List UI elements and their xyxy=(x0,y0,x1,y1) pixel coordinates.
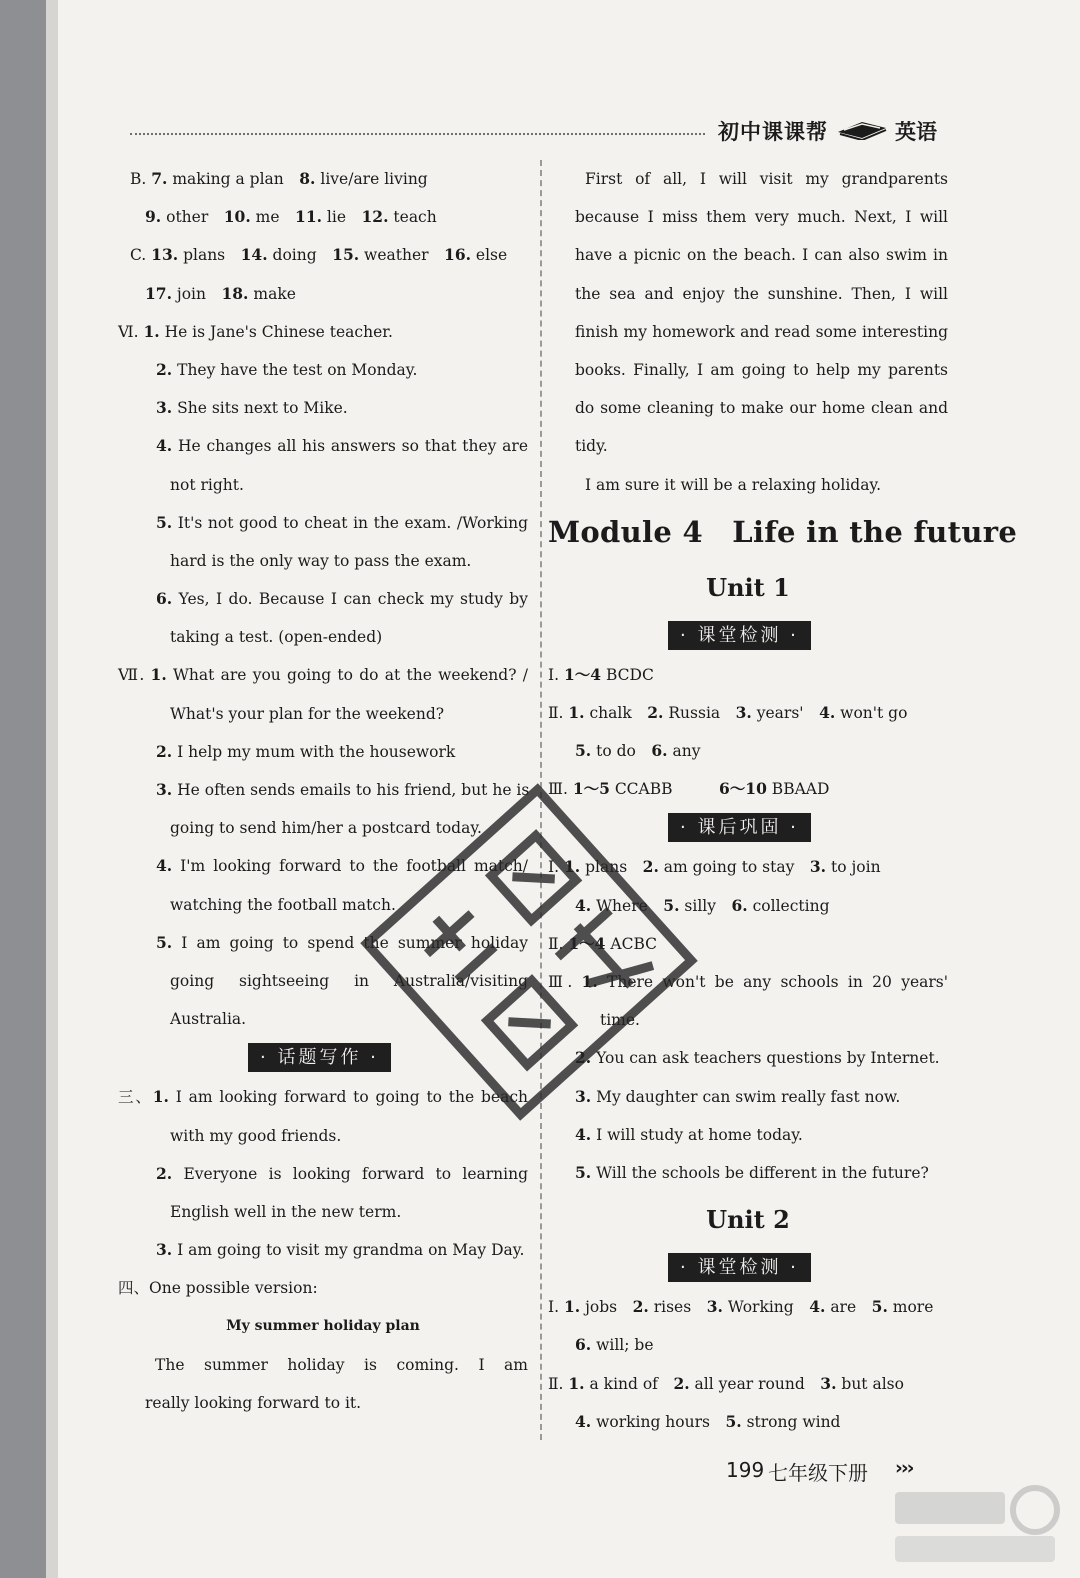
answer-line: Ⅲ. 1. There won't be any schools in 20 years' xyxy=(548,972,948,991)
answer-line: going sightseeing in Australia/visiting xyxy=(170,971,528,990)
answer-line: going to send him/her a postcard today. xyxy=(170,819,482,838)
chevron-right-icon: ››› xyxy=(895,1457,913,1479)
answer-line: time. xyxy=(600,1011,640,1030)
answer-line: Ⅱ. 1. a kind of 2. all year round 3. but also xyxy=(548,1373,904,1393)
answer-line: 2. I help my mum with the housework xyxy=(156,741,456,761)
answer-line: 4. working hours 5. strong wind xyxy=(575,1411,841,1431)
answer-line: C. 13. plans 14. doing 15. weather 16. else xyxy=(130,245,508,265)
essay-line: books. Finally, I am going to help my parents xyxy=(575,360,948,379)
answer-line: 5. to do 6. any xyxy=(575,741,701,761)
book-binding-shadow xyxy=(46,0,58,1578)
watermark-logo xyxy=(885,1470,1065,1570)
answer-line: 17. join 18. make xyxy=(145,283,296,303)
module-title: Module 4 Life in the future xyxy=(548,514,1018,549)
section-banner-topic-writing: · 话题写作 · xyxy=(248,1043,391,1072)
answer-line: 2. You can ask teachers questions by Internet. xyxy=(575,1048,940,1068)
answer-line: Australia. xyxy=(170,1010,247,1029)
answer-line: Ⅰ. 1. jobs 2. rises 3. Working 4. are 5. more xyxy=(548,1297,934,1317)
book-icon xyxy=(836,118,888,140)
essay-line: I am sure it will be a relaxing holiday. xyxy=(585,475,882,494)
answer-line: Ⅵ. 1. He is Jane's Chinese teacher. xyxy=(118,321,393,341)
answer-line: 6. Yes, I do. Because I can check my study by xyxy=(156,589,528,609)
answer-line: Ⅱ. 1. chalk 2. Russia 3. years' 4. won't go xyxy=(548,702,908,722)
answer-line: 四、One possible version: xyxy=(118,1279,318,1298)
answer-line: not right. xyxy=(170,475,244,494)
header-title: 初中课课帮 xyxy=(718,120,828,144)
answer-line: Ⅶ. 1. What are you going to do at the weekend? / xyxy=(118,665,528,685)
answer-line: 2. They have the test on Monday. xyxy=(156,359,418,379)
answer-line: Ⅲ. 1～5 CCABB 6～10 BBAAD xyxy=(548,779,830,799)
answer-line: What's your plan for the weekend? xyxy=(170,704,445,723)
unit-title: Unit 1 xyxy=(706,572,790,602)
answer-line: watching the football match. xyxy=(170,895,396,914)
answer-line: B. 7. making a plan 8. live/are living xyxy=(130,169,428,188)
answer-line: 2. Everyone is looking forward to learning xyxy=(156,1163,528,1183)
essay-line: tidy. xyxy=(575,437,608,456)
answer-line: 4. I will study at home today. xyxy=(575,1124,803,1144)
answer-line: 3. She sits next to Mike. xyxy=(156,398,348,418)
answer-line: 5. I am going to spend the summer holiday xyxy=(156,932,528,952)
answer-line: 三、1. I am looking forward to going to the beach xyxy=(118,1087,528,1107)
essay-line: the sea and enjoy the sunshine. Then, I will xyxy=(575,284,948,303)
answer-line: English well in the new term. xyxy=(170,1202,402,1221)
answer-line: 5. It's not good to cheat in the exam. /Working xyxy=(156,512,528,532)
essay-title: My summer holiday plan xyxy=(226,1318,420,1335)
book-binding xyxy=(0,0,46,1578)
header-rule xyxy=(130,133,705,135)
header-subject: 英语 xyxy=(895,120,937,144)
answer-line: 4. I'm looking forward to the football match/ xyxy=(156,856,528,876)
answer-line: 3. He often sends emails to his friend, but he is xyxy=(156,780,530,799)
section-banner-row xyxy=(548,1248,948,1288)
answer-line: with my good friends. xyxy=(170,1126,342,1145)
answer-line: 6. will; be xyxy=(575,1335,654,1355)
essay-line: because I miss them very much. Next, I will xyxy=(575,208,948,227)
answer-line: hard is the only way to pass the exam. xyxy=(170,551,472,570)
essay-line: have a picnic on the beach. I can also swim in xyxy=(575,246,948,265)
answer-line: 4. He changes all his answers so that they are xyxy=(156,436,528,456)
essay-line: First of all, I will visit my grandparents xyxy=(585,170,948,188)
unit-title: Unit 2 xyxy=(706,1205,790,1235)
answer-line: 5. Will the schools be different in the future? xyxy=(575,1162,929,1182)
section-banner-class-check: · 课堂检测 · xyxy=(668,621,811,650)
essay-line: finish my homework and read some interesting xyxy=(575,322,948,341)
essay-line: The summer holiday is coming. I am xyxy=(155,1355,528,1374)
answer-line: taking a test. (open-ended) xyxy=(170,628,383,647)
answer-line: Ⅱ. 1～4 ACBC xyxy=(548,933,657,953)
answer-line: Ⅰ. 1. plans 2. am going to stay 3. to join xyxy=(548,857,881,877)
library-stamp xyxy=(352,775,707,1130)
page-number: 199 xyxy=(726,1458,765,1482)
section-banner-after-class: · 课后巩固 · xyxy=(668,813,811,842)
answer-line: 4. Where 5. silly 6. collecting xyxy=(575,895,830,915)
section-banner-row xyxy=(548,616,948,656)
essay-line: do some cleaning to make our home clean and xyxy=(575,399,948,418)
answer-line: Ⅰ. 1～4 BCDC xyxy=(548,664,654,684)
answer-line: 3. I am going to visit my grandma on May Day. xyxy=(156,1240,525,1260)
essay-line: really looking forward to it. xyxy=(145,1393,362,1412)
answer-line: 9. other 10. me 11. lie 12. teach xyxy=(145,207,437,227)
section-banner-class-check: · 课堂检测 · xyxy=(668,1253,811,1282)
answer-line: 3. My daughter can swim really fast now. xyxy=(575,1086,901,1106)
grade-label: 七年级下册 xyxy=(768,1461,868,1485)
